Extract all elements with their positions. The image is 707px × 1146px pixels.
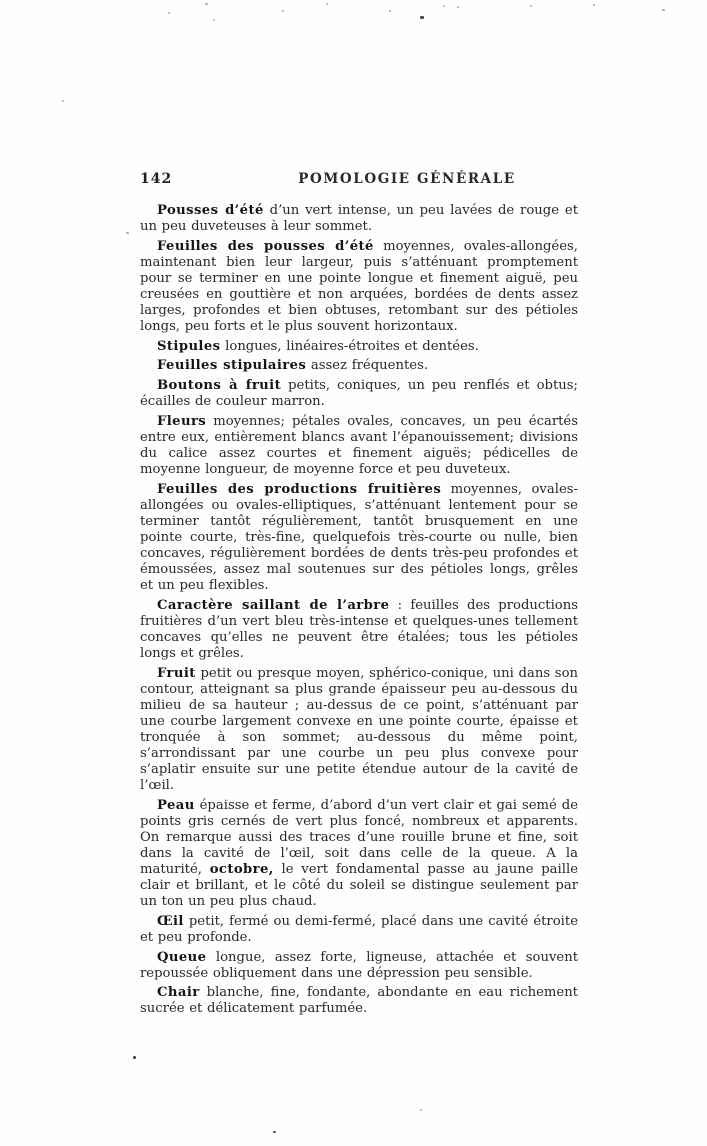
paragraph [140,482,578,595]
paragraph-lead: Queue [157,949,207,965]
paragraph-lead: octobre, [209,862,274,878]
paragraph [140,378,578,410]
paragraph [140,203,578,235]
paragraph [140,598,578,662]
page-body [140,203,578,1018]
paragraph-lead: Caractère saillant de l’arbre [157,597,390,613]
paragraph-text: épaisse et ferme, d’abord d’un vert clair et gai semé de points gris cernés de vert plus foncé, nombreux et apparents. On remarque aussi des traces d’une rouille brune et fine, soit dans la cavité de l’œil, soit dans celle de la queue. A la maturité, [140,797,578,878]
scan-artifact [389,10,391,12]
paragraph-text: blanche, fine, fondante, abondante en eau richement sucrée et délicatement parfumée. [140,985,578,1017]
paragraph [140,414,578,478]
paragraph-text: petit ou presque moyen, sphérico-conique, uni dans son contour, atteignant sa plus grande épaisseur peu au-dessous du milieu de sa hauteur ; au-dessus de ce point, s’atténuant par une courbe largement convexe en une pointe courte, épaisse et tronquée à son sommet; au-dessous du même point, s’arrondissant par une courbe un peu plus convexe pour s’aplatir ensuite sur une petite étendue autour de la cavité de l’œil. [140,665,579,794]
paragraph-lead: Chair [157,985,200,1001]
paragraph-text: le vert fondamental passe au jaune paille clair et brillant, et le côté du soleil se distingue seulement par un ton un peu plus chaud. [140,862,578,910]
scan-artifact [457,6,459,8]
paragraph-lead: Boutons à fruit [157,377,282,393]
paragraph-text: assez fréquentes. [306,358,429,374]
paragraph-lead: Fruit [157,665,196,681]
paragraph [140,985,578,1017]
scan-artifact [273,1131,276,1133]
paragraph-lead: Œil [157,913,184,929]
scan-artifact [593,4,595,6]
scan-artifact [168,12,170,14]
paragraph-text: moyennes, ovales-allongées ou ovales-elliptiques, s’atténuant lentement pour se terminer tantôt régulièrement, tantôt brusquement en une pointe courte, très-fine, quelquefois très-courte ou nulle, bien concaves, régulièrement bordées de dents très-peu profondes et émoussées, assez mal soutenues sur des pétioles longs, grêles et un peu flexibles. [140,481,578,594]
scan-artifact [213,19,215,21]
scan-artifact [420,1109,422,1111]
paragraph-lead: Feuilles stipulaires [157,358,307,374]
scan-artifact [662,9,665,11]
scan-artifact [126,232,129,234]
scan-artifact [205,3,208,5]
paragraph [140,358,578,374]
paragraph [140,798,578,911]
scan-artifact [282,10,284,12]
scan-artifact [530,5,532,7]
paragraph-lead: Peau [157,797,195,813]
paragraph [140,666,578,795]
paragraph [140,950,578,982]
paragraph-text: moyennes, ovales-allongées, maintenant bien leur largeur, puis s’atténuant promptement pour se terminer en une pointe longue et finement aiguë, peu creusées en gouttière et non arquées, bordées de dents assez larges, profondes et bien obtuses, retombant sur des pétioles longs, peu forts et le plus souvent horizontaux. [140,238,579,335]
paragraph [140,914,578,946]
paragraph-text: moyennes; pétales ovales, concaves, un peu écartés entre eux, entièrement blancs avant l’épanouissement; divisions du calice assez courtes et finement aiguës; pédicelles de moyenne longueur, de moyenne force et peu duveteux. [140,413,578,477]
page-number: 142 [140,171,173,187]
paragraph [140,239,578,336]
paragraph-text: longues, linéaires-étroites et dentées. [220,338,479,354]
paragraph [140,339,578,355]
scan-artifact [133,1056,136,1059]
paragraph-lead: Fleurs [157,413,207,429]
scan-artifact [62,100,64,102]
paragraph-lead: Feuilles des pousses d’été [157,238,374,254]
paragraph-lead: Pousses d’été [157,203,264,218]
page-header [140,170,578,190]
scan-artifact [420,16,424,19]
paragraph-text: petits, coniques, un peu renflés et obtus; écailles de couleur marron. [140,377,578,410]
paragraph-text: longue, assez forte, ligneuse, attachée et souvent repoussée obliquement dans une dépression peu sensible. [140,949,578,981]
paragraph-text: : feuilles des productions fruitières d’un vert bleu très-intense et quelques-unes tellement concaves qu’elles ne peuvent être étalées; tous les pétioles longs et grêles. [140,597,578,661]
paragraph-lead: Stipules [157,338,221,354]
paragraph-lead: Feuilles des productions fruitières [157,481,442,497]
scan-artifact [443,5,445,7]
running-title: POMOLOGIE GÉNÉRALE [298,171,516,187]
paragraph-text: d’un vert intense, un peu lavées de rouge et un peu duveteuses à leur sommet. [140,203,578,235]
paragraph-text: petit, fermé ou demi-fermé, placé dans une cavité étroite et peu profonde. [140,913,578,946]
scan-artifact [326,3,328,5]
